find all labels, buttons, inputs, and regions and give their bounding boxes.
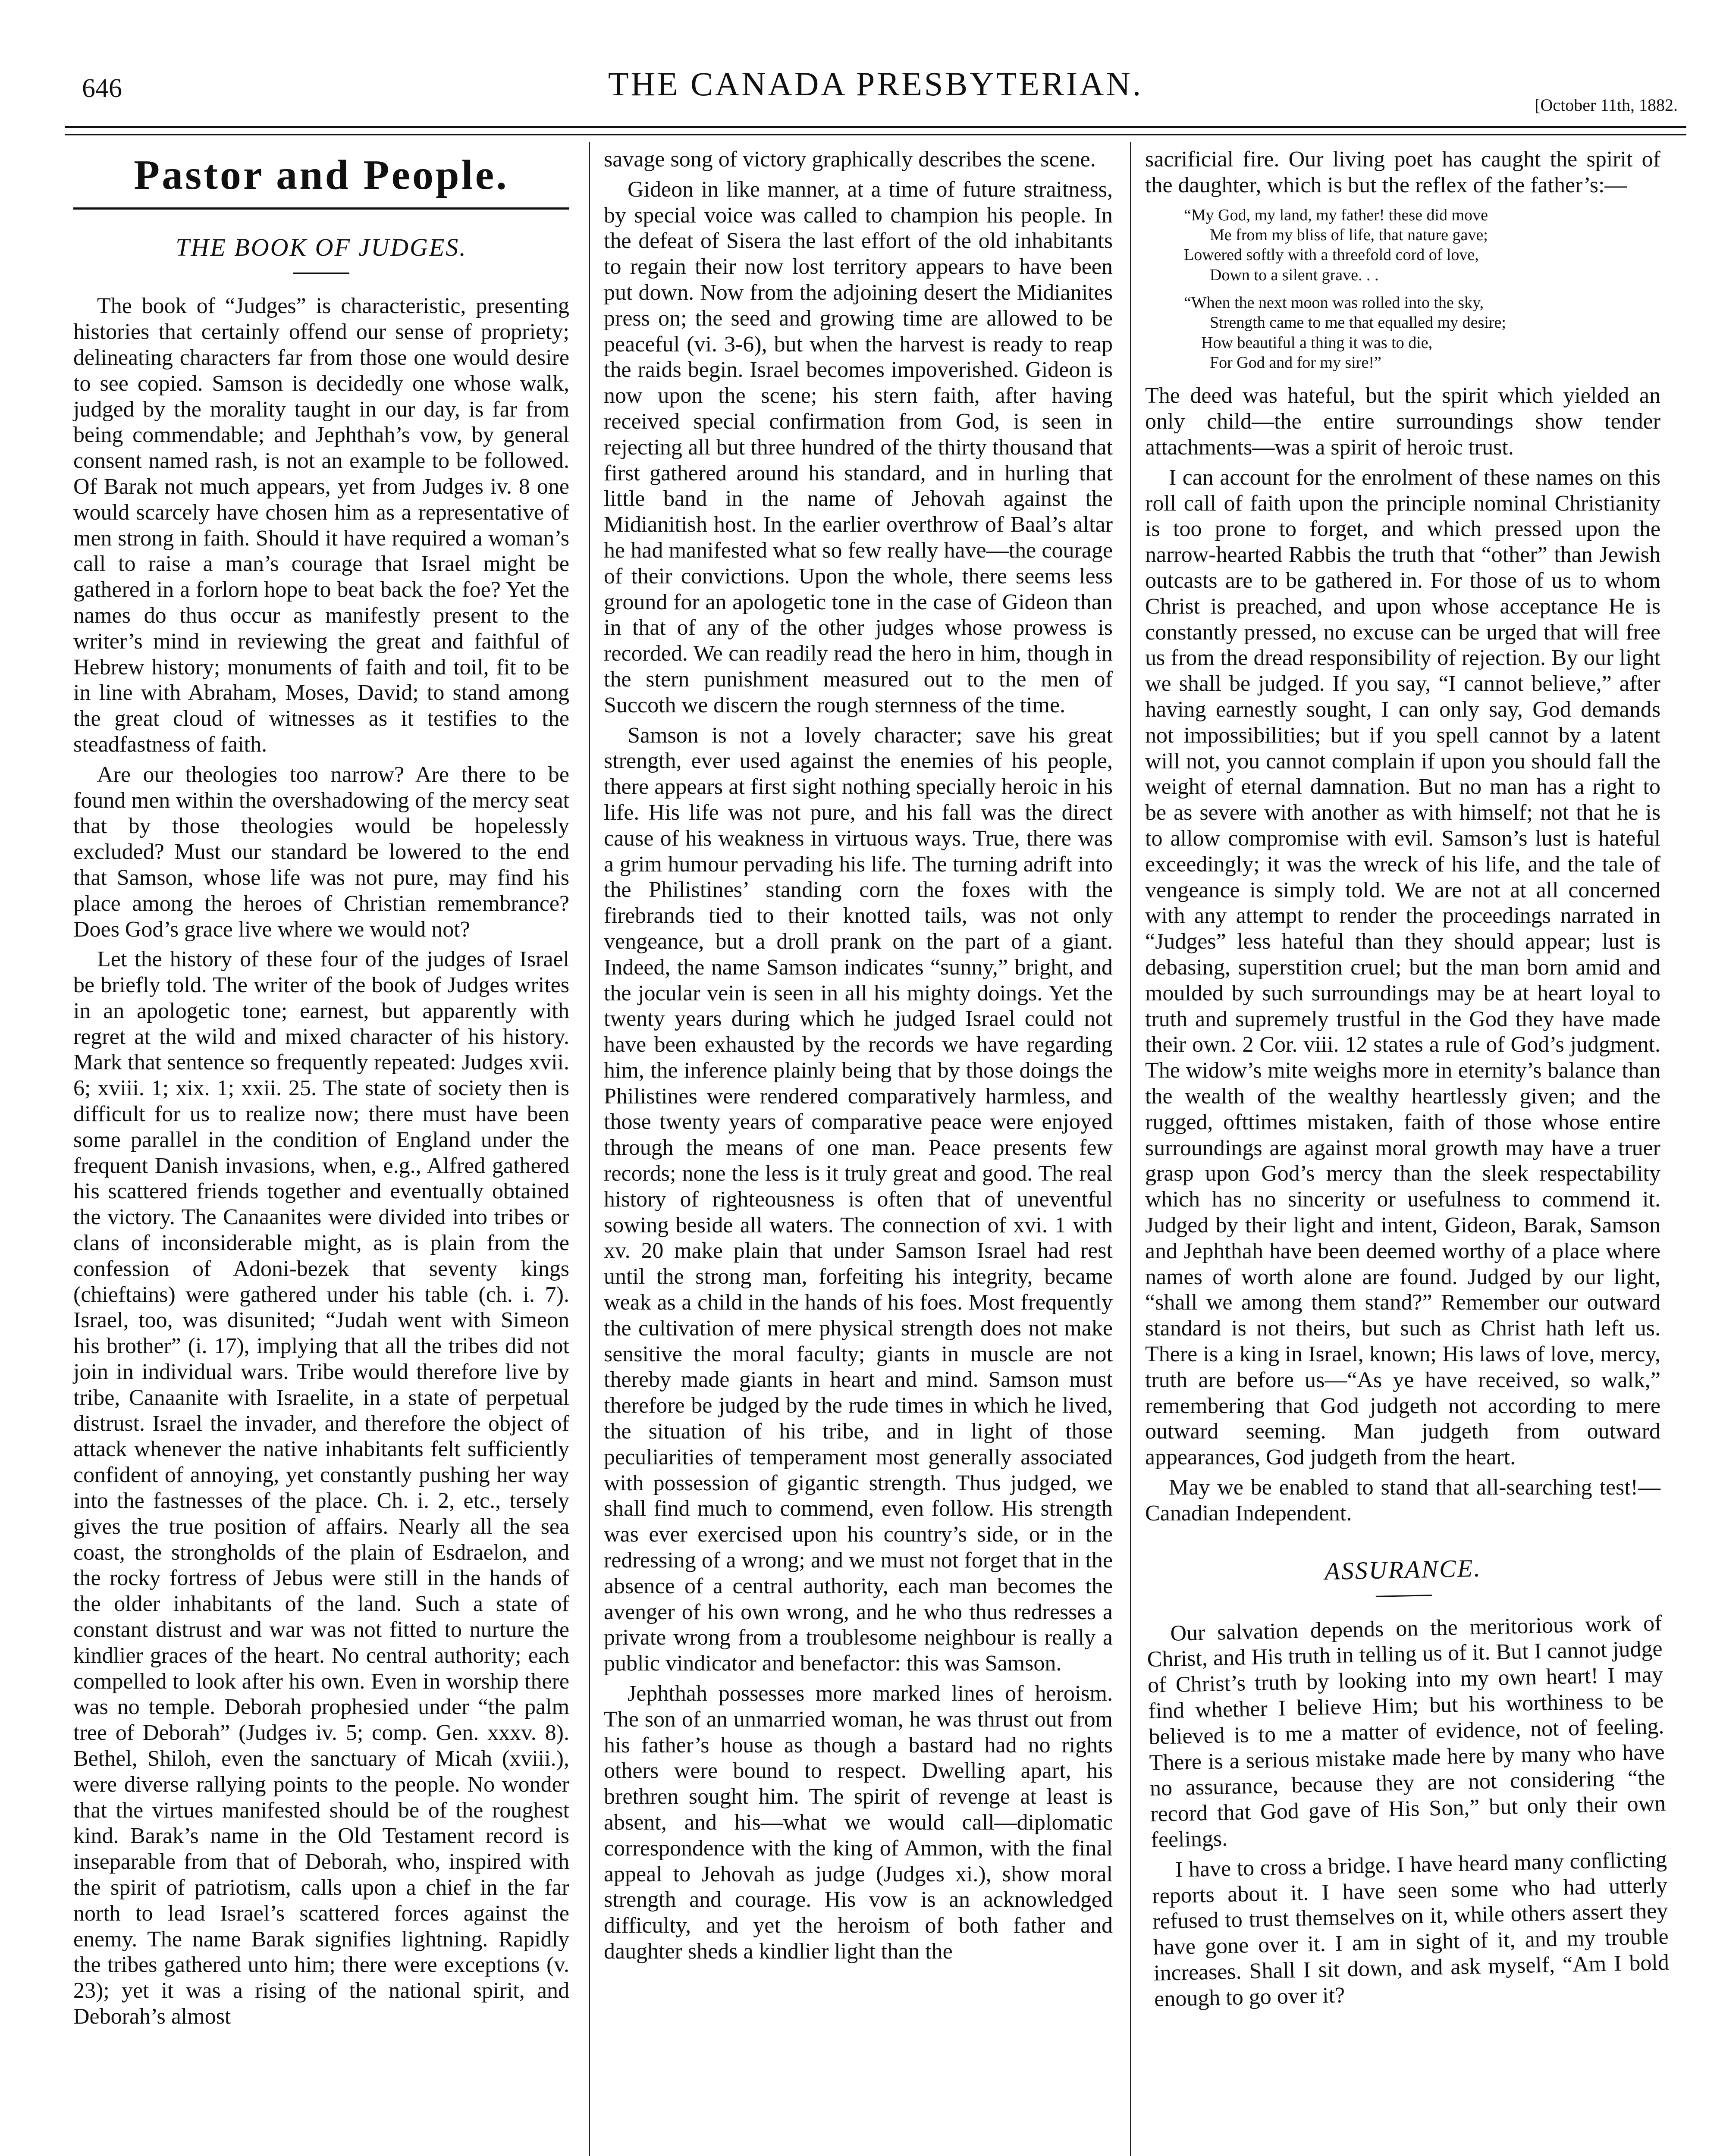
- page-number: 646: [82, 74, 122, 103]
- paragraph: sacrificial fire. Our living poet has caught the spirit of the daughter, which is but the reflex of the father’s:—: [1145, 147, 1660, 197]
- header-rule: [65, 126, 1686, 135]
- poem-line: Down to a silent grave. . .: [1210, 266, 1379, 284]
- poem-stanza: [1184, 293, 1660, 373]
- poem-line: “When the next moon was rolled into the sky,: [1184, 294, 1484, 312]
- paragraph: Gideon in like manner, at a time of future straitness, by special voice was called to champion his people. In the defeat of Sisera the last effort of the old inhabitants to regain their now lost territory appears to have been put down. Now from the adjoining desert the Midianites press on; the seed and growing time are allowed to be peaceful (vi. 3-6), but when the harvest is ready to reap the raids begin. Israel becomes impoverished. Gideon is now upon the scene; his stern faith, after having received special confirmation from God, is seen in rejecting all but three hundred of the thirty thousand that first gathered around his standard, and in hurling that little band in the name of Jehovah against the Midianitish host. In the earlier overthrow of Baal’s altar he had manifested what so few really have—the courage of their convictions. Upon the whole, there seems less ground for an apologetic tone in the case of Gideon than in that of any of the other judges whose prowess is recorded. We can readily read the hero in him, though in the stern punishment measured out to the men of Succoth we discern the rough sternness of the time.: [604, 177, 1113, 718]
- paragraph: The book of “Judges” is characteristic, presenting histories that certainly offend our sense of propriety; delineating characters far from those one would desire to see copied. Samson is decidedly one whose walk, judged by the morality taught in our day, is far from being commendable; and Jephthah’s vow, by general consent named rash, is not an example to be followed. Of Barak not much appears, yet from Judges iv. 8 one would scarcely have chosen him as a representative of men strong in faith. Should it have required a woman’s call to raise a man’s courage that Israel might be gathered in a forlorn hope to beat back the foe? Yet the names do thus occur as manifestly present to the writer’s mind in reviewing the great and faithful of Hebrew history; monuments of faith and toil, fit to be in line with Abraham, Moses, David; to stand among the great cloud of witnesses as it testifies to the steadfastness of faith.: [73, 294, 569, 757]
- poem-line: Strength came to me that equalled my desire;: [1210, 313, 1506, 332]
- section-heading: Pastor and People.: [134, 152, 509, 198]
- poem-line: “My God, my land, my father! these did move: [1184, 206, 1488, 224]
- column-3: [1145, 147, 1670, 2016]
- paragraph: Let the history of these four of the judges of Israel be briefly told. The writer of the book of Judges writes in an apologetic tone; earnest, but apparently with regret at the wild and mixed character of his history. Mark that sentence so frequently repeated: Judges xvii. 6; xviii. 1; xix. 1; xxii. 25. The state of society then is difficult for us to realize now; there must have been some parallel in the condition of England under the frequent Danish invasions, when, e.g., Alfred gathered his scattered friends together and eventually obtained the victory. The Canaanites were divided into tribes or clans of inconsiderable might, as is plain from the confession of Adoni-bezek that seventy kings (chieftains) were gathered under his table (ch. i. 7). Israel, too, was disunited; “Judah went with Simeon his brother” (i. 17), implying that all the tribes did not join in individual wars. Tribe would therefore live by tribe, Canaanite with Israelite, in a state of perpetual distrust. Israel the invader, and therefore the object of attack whenever the native inhabitants felt sufficiently confident of annoying, yet constantly pushing her way into the fastnesses of the place. Ch. i. 2, etc., tersely gives the true position of affairs. Nearly all the sea coast, the strongholds of the plain of Esdraelon, and the rocky fortress of Jebus were still in the hands of the older inhabitants of the land. Such a state of constant distrust and war was not fitted to nurture the kindlier graces of the heart. No central authority; each compelled to look after his own. Even in worship there was no temple. Deborah prophesied under “the palm tree of Deborah” (Judges iv. 5; comp. Gen. xxxv. 8). Bethel, Shiloh, even the sanctuary of Micah (xviii.), were diverse rallying points to the people. No wonder that the virtues manifested should be of the roughest kind. Barak’s name in the Old Testament record is inseparable from that of Deborah, who, inspired with the spirit of patriotism, calls upon a chief in the far north to lead Israel’s scattered forces against the enemy. The name Barak signifies lightning. Rapidly the tribes gathered unto him; there were exceptions (v. 23); yet it was a rising of the national spirit, and Deborah’s almost: [73, 947, 569, 2029]
- paragraph: The deed was hateful, but the spirit which yielded an only child—the entire surroundings show tender attachments—was a spirit of heroic trust.: [1145, 383, 1660, 460]
- poem-line: Me from my bliss of life, that nature gave;: [1210, 226, 1488, 244]
- column-2: [604, 147, 1113, 1969]
- column-divider: [589, 142, 590, 2156]
- article-title: THE BOOK OF JUDGES.: [176, 233, 467, 261]
- poem-line: How beautiful a thing it was to die,: [1201, 333, 1433, 352]
- paragraph: May we be enabled to stand that all-searching test!—Canadian Independent.: [1145, 1475, 1660, 1526]
- paragraph: I can account for the enrolment of these names on this roll call of faith upon the principle nominal Christianity is too prone to forget, and which pressed upon the narrow-hearted Rabbis the truth that “other” than Jewish outcasts are to be gathered in. For those of us to whom Christ is preached, and upon whose acceptance He is constantly pressed, no excuse can be urged that will free us from the dread responsibility of rejection. By our light we shall be judged. If you say, “I cannot believe,” after having earnestly sought, I can only say, God demands not impossibilities; but if you spell cannot by a latent will not, you cannot complain if upon you should fall the weight of eternal damnation. But no man has a right to be as severe with another as with himself; not that he is to allow compromise with evil. Samson’s lust is hateful exceedingly; it was the wreck of his life, and the tale of vengeance is simply told. We are not at all concerned with any attempt to render the proceedings narrated in “Judges” less hateful than they should appear; lust is debasing, superstition cruel; but the man born amid and moulded by such surroundings may be at heart loyal to truth and supremely trustful in the God they have made their own. 2 Cor. viii. 12 states a rule of God’s judgment. The widow’s mite weighs more in eternity’s balance than the wealth of the wealthy heartlessly given; and the rugged, ofttimes mistaken, faith of those whose entire surroundings are against moral growth may have a truer grasp upon God’s mercy than the sleek respectability which has no sincerity or usefulness to commend it. Judged by their light and intent, Gideon, Barak, Samson and Jephthah have been deemed worthy of a place where names of worth alone are found. Judged by our light, “shall we among them stand?” Remember our outward standard is not theirs, but such as Christ hath left us. There is a king in Israel, known; His laws of love, mercy, truth are before us—“As ye have received, so walk,” remembering that God judgeth not according to mere outward seeming. Man judgeth from outward appearances, God judgeth from the heart.: [1145, 465, 1660, 1470]
- paragraph: I have to cross a bridge. I have heard many conflicting reports about it. I have seen some who had utterly refused to trust themselves on it, while others assert they have gone over it. I am in sight of it, and my trouble increases. Shall I sit down, and ask myself, “Am I bold enough to go over it?: [1152, 1847, 1670, 2012]
- section-rule: [73, 207, 569, 210]
- issue-date: [October 11th, 1882.: [1535, 95, 1678, 115]
- column-divider: [1130, 142, 1131, 2156]
- column-1: [73, 147, 569, 2034]
- page-header: [73, 65, 1678, 116]
- paragraph: Jephthah possesses more marked lines of heroism. The son of an unmarried woman, he was thrust out from his father’s house as though a bastard had no rights others were bound to respect. Dwelling apart, his brethren sought him. The spirit of revenge at least is absent, and his—what we would call—diplomatic correspondence with the king of Ammon, with the final appeal to Jehovah as judge (Judges xi.), show moral strength and courage. His vow is an acknowledged difficulty, and yet the heroism of both father and daughter sheds a kindlier light than the: [604, 1681, 1113, 1964]
- poem-line: For God and for my sire!”: [1210, 354, 1381, 372]
- poem-line: Lowered softly with a threefold cord of love,: [1184, 246, 1479, 264]
- poem: [1184, 205, 1660, 373]
- paragraph: Are our theologies too narrow? Are there to be found men within the overshadowing of the mercy seat that by those theologies would be hopelessly excluded? Must our standard be lowered to the end that Samson, whose life was not pure, may find his place among the heroes of Christian remembrance? Does God’s grace live where we would not?: [73, 762, 569, 942]
- title-rule: [293, 273, 349, 274]
- article-title: ASSURANCE.: [1324, 1554, 1482, 1585]
- paragraph: Samson is not a lovely character; save his great strength, ever used against the enemies of his people, there appears at first sight nothing specially heroic in his life. His life was not pure, and his fall was the direct cause of his weakness in virtuous ways. True, there was a grim humour pervading his life. The turning adrift into the Philistines’ standing corn the foxes with the firebrands tied to their knotted tails, was not only vengeance, but a droll prank on the part of a giant. Indeed, the name Samson indicates “sunny,” bright, and the jocular vein is seen in all his mighty doings. Yet the twenty years during which he judged Israel could not have been exhausted by the records we have regarding him, the inference plainly being that by those doings the Philistines were rendered comparatively harmless, and those twenty years of comparative peace were enjoyed through the means of one man. Peace presents few records; none the less is it truly great and good. The real history of righteousness is often that of uneventful sowing beside all waters. The connection of xvi. 1 with xv. 20 make plain that under Samson Israel had rest until the strong man, forfeiting his integrity, became weak as a child in the hands of his foes. Most frequently the cultivation of mere physical strength does not make sensitive the moral faculty; giants in muscle are not thereby made giants in heart and mind. Samson must therefore be judged by the rude times in which he lived, the situation of his tribe, and in light of those peculiarities of temperament most generally associated with possession of gigantic strength. Thus judged, we shall find much to commend, even follow. His strength was ever exercised upon his country’s side, or in the redressing of a wrong; and we must not forget that in the absence of a central authority, each man becomes the avenger of his own wrong, and he who thus redresses a private wrong from a troublesome neighbour is really a public vindicator and benefactor: this was Samson.: [604, 723, 1113, 1676]
- assurance-article: [1145, 1550, 1670, 2012]
- title-rule: [1375, 1594, 1431, 1597]
- poem-stanza: [1184, 205, 1660, 285]
- paragraph: savage song of victory graphically describes the scene.: [604, 147, 1096, 172]
- masthead: THE CANADA PRESBYTERIAN.: [608, 65, 1143, 103]
- paragraph: Our salvation depends on the meritorious work of Christ, and His truth in telling us of it. But I cannot judge of Christ’s truth by looking into my own heart! I may find whether I believe Him; but his worthiness to be believed is to me a matter of evidence, not of feeling. There is a serious mistake made here by many who have no assurance, because they are not considering “the record that God gave of His Son,” but only their own feelings.: [1147, 1611, 1666, 1852]
